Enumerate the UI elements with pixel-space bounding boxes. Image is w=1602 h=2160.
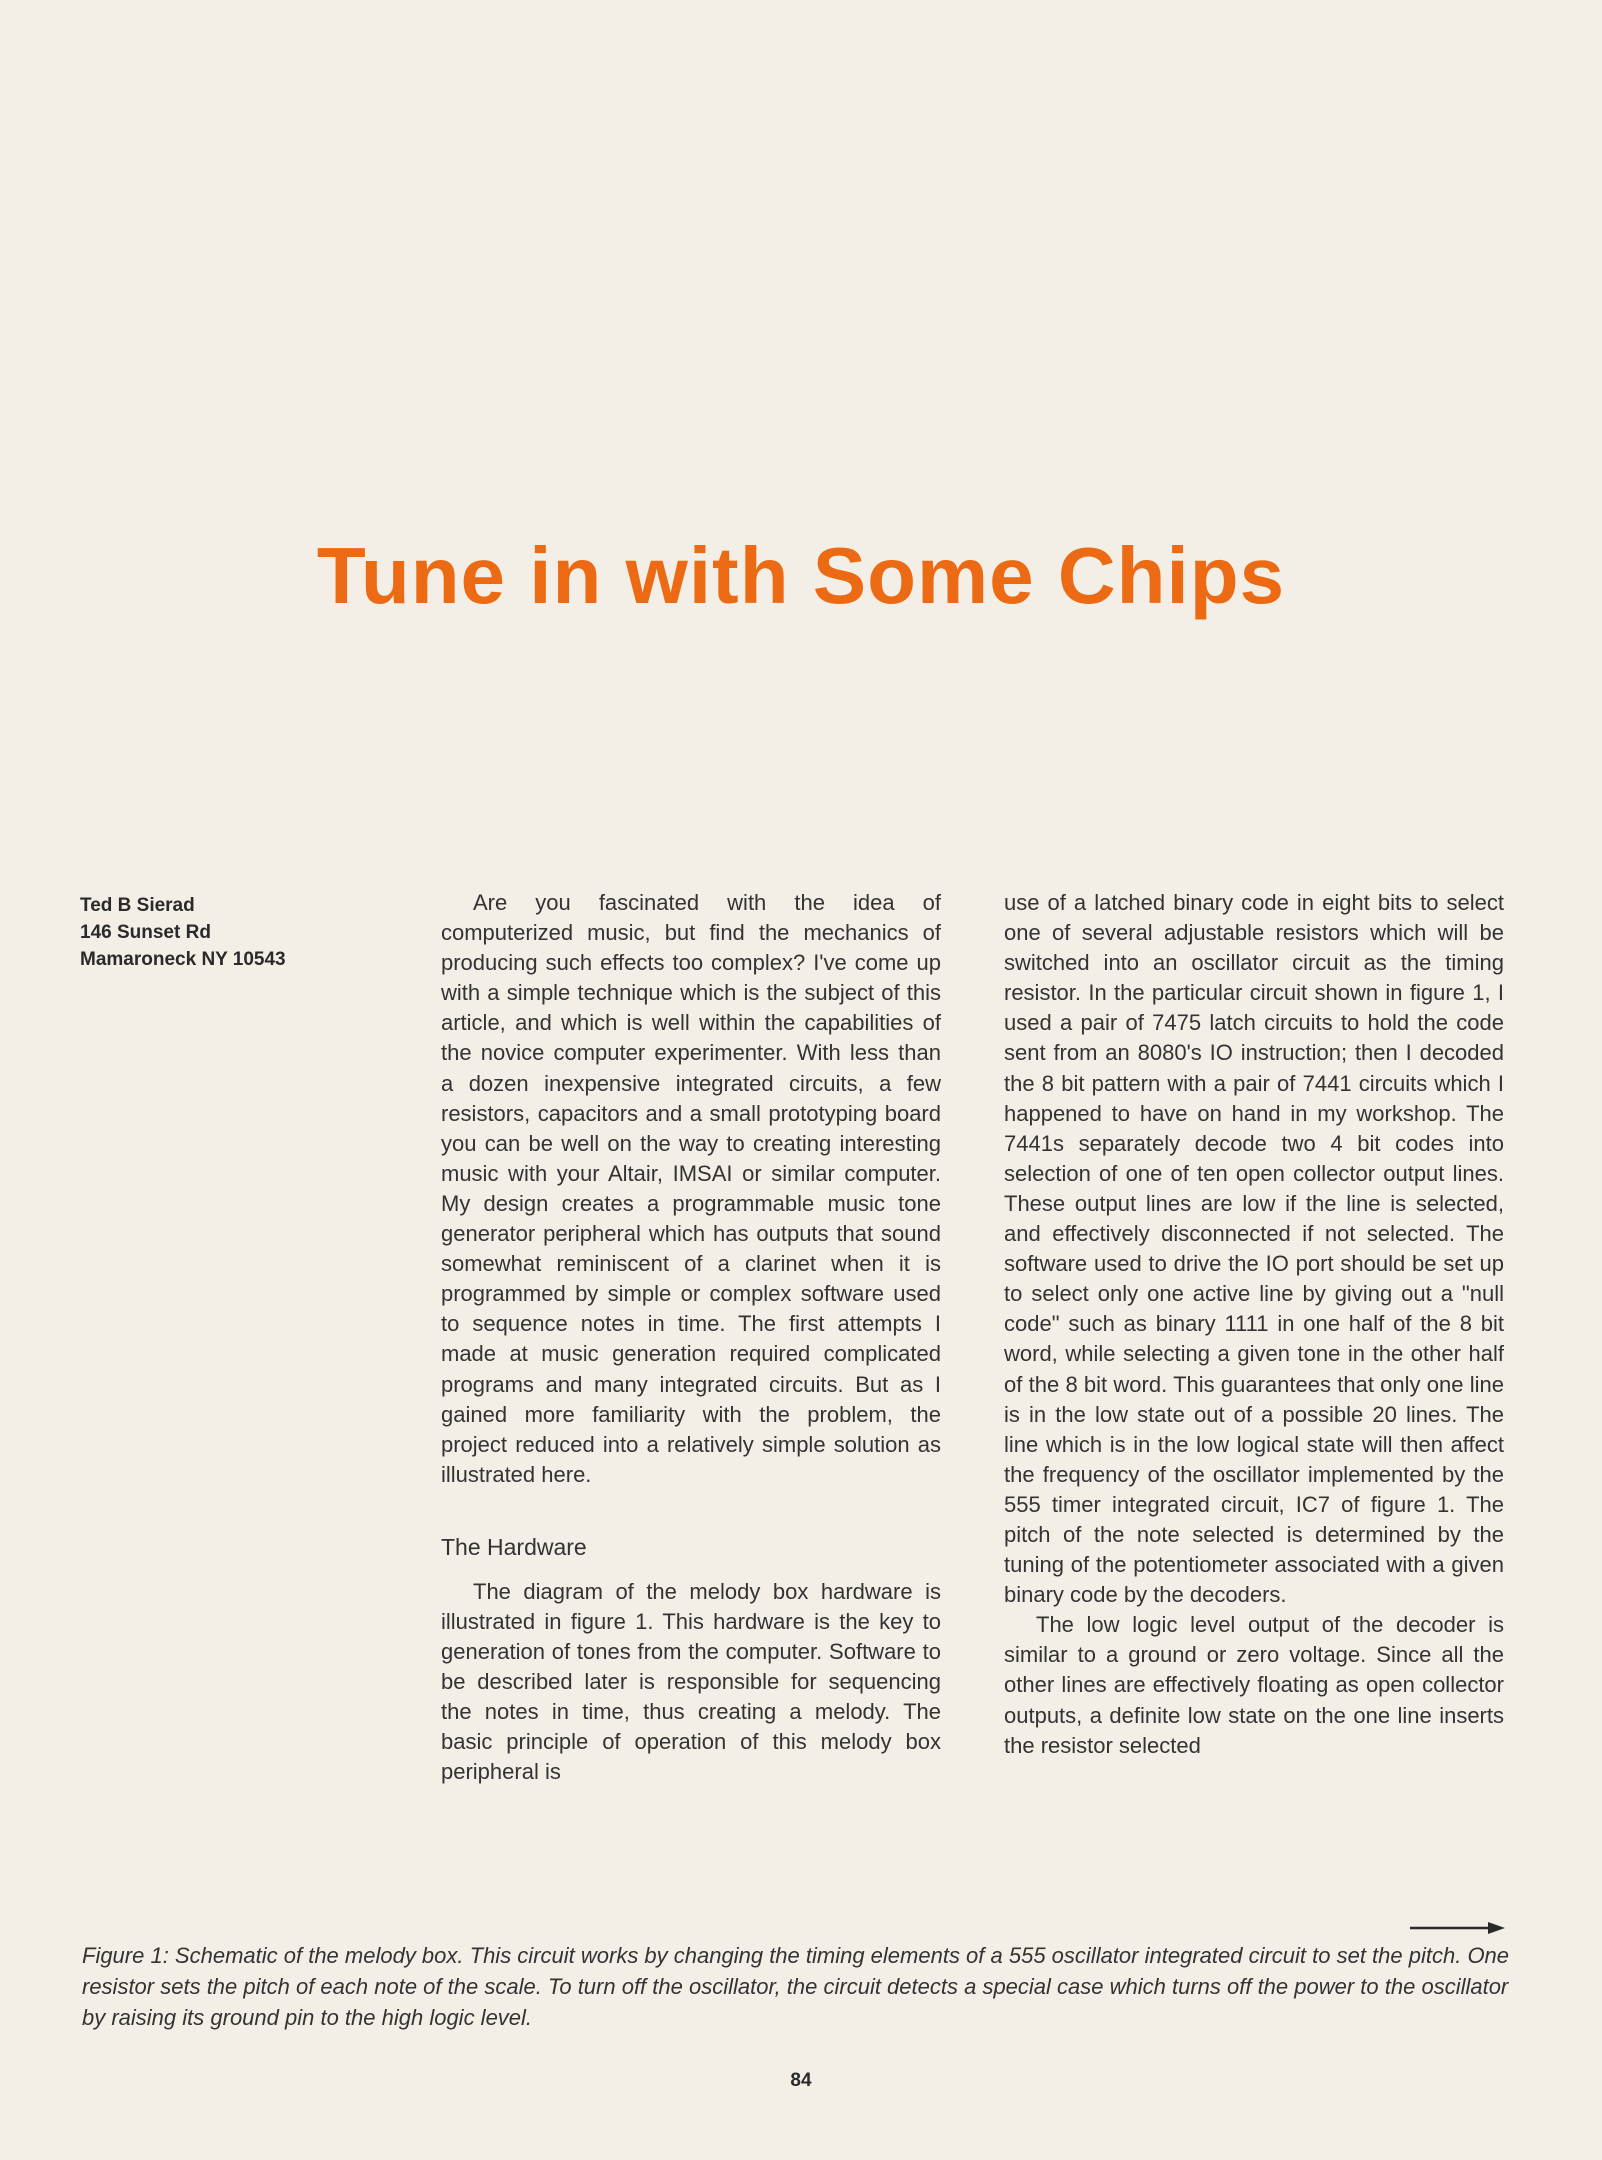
continued-paragraph: use of a latched binary code in eight bits to select one of several adjustable resistors which will be switched into an oscillator circuit as the timing resistor. In the particular circuit shown in figure 1, I used a pair of 7475 latch circuits to hold the code sent from an 8080's IO instruction; then I decoded the 8 bit pattern with a pair of 7441 circuits which I happened to have on hand in my workshop. The 7441s separately decode two 4 bit codes into selection of one of ten open collector output lines. These output lines are low if the line is selected, and effectively disconnected if not selected. The software used to drive the IO port should be set up to select only one active line by giving out a "null code" such as binary 1111 in one half of the 8 bit word, while selecting a given tone in the other half of the 8 bit word. This guarantees that only one line is in the low state out of a possible 20 lines. The line which is in the low logical state will then affect the frequency of the oscillator implemented by the 555 timer integrated circuit, IC7 of figure 1. The pitch of the note selected is determined by the tuning of the potentiometer associated with a given binary code by the decoders.	[1004, 890, 1504, 1608]
author-block	[80, 892, 370, 973]
author-street: 146 Sunset Rd	[80, 922, 211, 943]
page-number: 84	[790, 2070, 812, 2091]
body-column-left	[441, 888, 941, 1788]
author-name: Ted B Sierad	[80, 895, 195, 916]
article-title: Tune in with Some Chips	[316, 531, 1286, 620]
figure-caption: Figure 1: Schematic of the melody box. This circuit works by changing the timing elements of a 555 oscillator integrated circuit to set the pitch. One resistor sets the pitch of each note of the scale. To turn off the oscillator, the circuit detects a special case which turns off the power to the oscillator by raising its ground pin to the high logic level.	[82, 1943, 1510, 2030]
hardware-paragraph: The diagram of the melody box hardware is illustrated in figure 1. This hardware is the key to generation of tones from the computer. Software to be described later is responsible for sequencing the notes in time, thus creating a melody. The basic principle of operation of this melody box peripheral is	[441, 1578, 941, 1785]
author-city: Mamaroneck NY 10543	[80, 949, 286, 970]
arrow-right-icon	[1410, 1920, 1505, 1936]
intro-paragraph: Are you fascinated with the idea of computerized music, but find the mechanics of producing such effects too complex? I've come up with a simple technique which is the subject of this article, and which is well within the capabilities of the novice computer experimenter. With less than a dozen inexpensive integrated circuits, a few resistors, capacitors and a small prototyping board you can be well on the way to creating interesting music with your Altair, IMSAI or similar computer. My design creates a programmable music tone generator peripheral which has outputs that sound somewhat reminiscent of a clarinet when it is programmed by simple or complex software used to sequence notes in time. The first attempts I made at music generation required complicated programs and many integrated circuits. But as I gained more familiarity with the problem, the project reduced into a relatively simple solution as illustrated here.	[441, 890, 941, 1487]
section-heading-hardware: The Hardware	[441, 1533, 587, 1560]
body-column-right	[1004, 888, 1504, 1761]
logic-level-paragraph: The low logic level output of the decoder is similar to a ground or zero voltage. Since all the other lines are effectively floating as open collector outputs, a definite low state on the one line inserts the resistor selected	[1004, 1612, 1504, 1758]
